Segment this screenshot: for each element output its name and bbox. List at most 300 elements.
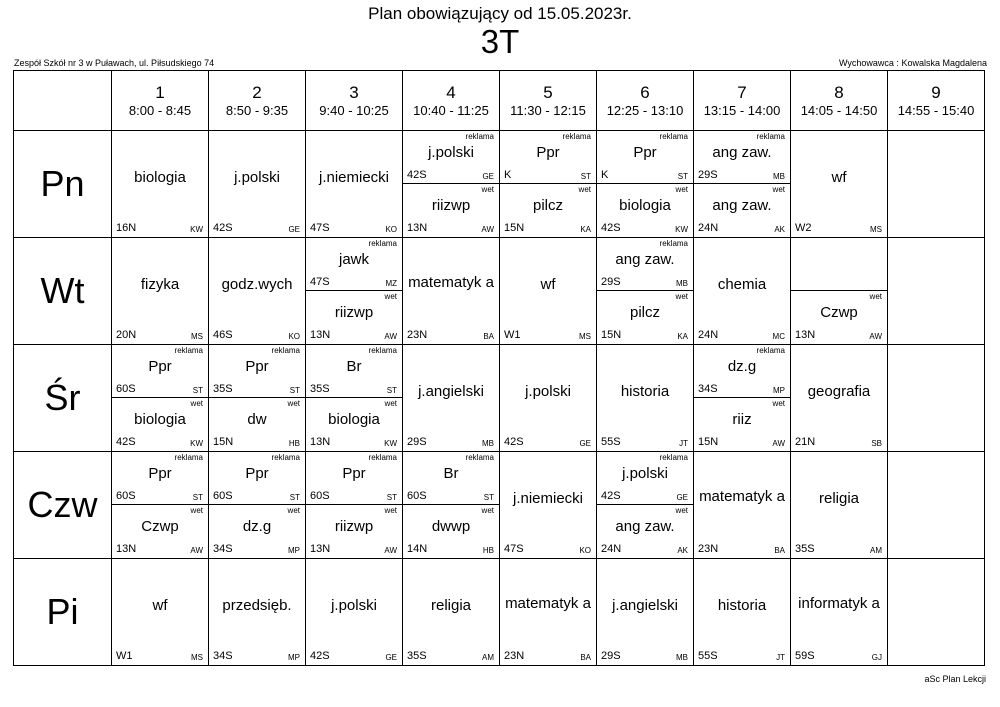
lesson-cell bbox=[597, 131, 694, 238]
lesson-room: 60S bbox=[310, 490, 330, 502]
lesson-teacher: KW bbox=[190, 439, 203, 448]
period-time: 14:05 - 14:50 bbox=[800, 102, 878, 118]
lesson-subject: ang zaw. bbox=[615, 251, 675, 268]
lesson-cell bbox=[112, 238, 209, 345]
lesson-cell bbox=[403, 345, 500, 452]
lesson bbox=[209, 559, 305, 665]
lesson-cell bbox=[209, 345, 306, 452]
lesson bbox=[791, 452, 887, 558]
lesson-subject: j.polski bbox=[622, 465, 668, 482]
lesson bbox=[209, 131, 305, 237]
lesson-subject: j.niemiecki bbox=[512, 490, 584, 507]
period-number: 5 bbox=[543, 82, 553, 102]
lesson-subject: przedsięb. bbox=[222, 597, 292, 614]
lesson-teacher: KA bbox=[677, 332, 688, 341]
lesson bbox=[209, 238, 305, 344]
period-time: 9:40 - 10:25 bbox=[319, 102, 389, 118]
lesson bbox=[112, 131, 208, 237]
plan-title: Plan obowiązujący od 15.05.2023r. bbox=[368, 4, 632, 23]
lesson-room: 60S bbox=[213, 490, 233, 502]
lesson-cell bbox=[500, 452, 597, 559]
lesson-teacher: AW bbox=[384, 546, 397, 555]
lesson-group-bottom bbox=[112, 505, 208, 557]
lesson-cell bbox=[791, 131, 888, 238]
lesson-room: 42S bbox=[601, 490, 621, 502]
lesson-room: 13N bbox=[310, 329, 331, 341]
lesson-cell bbox=[694, 131, 791, 238]
lesson-room: 60S bbox=[116, 490, 136, 502]
group-label: reklama bbox=[465, 453, 494, 462]
lesson-subject: riiz bbox=[732, 411, 752, 428]
lesson-teacher: ST bbox=[580, 172, 591, 181]
lesson-teacher: ST bbox=[192, 493, 203, 502]
lesson-cell bbox=[888, 452, 985, 559]
lesson-teacher: ST bbox=[386, 386, 397, 395]
lesson-teacher: ST bbox=[192, 386, 203, 395]
period-header bbox=[403, 71, 500, 131]
lesson-group-top bbox=[597, 131, 693, 184]
lesson-group-bottom bbox=[597, 184, 693, 236]
lesson-subject: dz.g bbox=[727, 358, 757, 375]
lesson-subject: historia bbox=[620, 383, 670, 400]
day-row bbox=[14, 345, 985, 452]
lesson-teacher: MB bbox=[773, 172, 785, 181]
lesson-teacher: KW bbox=[384, 439, 397, 448]
period-header bbox=[888, 71, 985, 131]
lesson-subject: Ppr bbox=[245, 358, 269, 375]
lesson-teacher: KO bbox=[385, 225, 397, 234]
lesson bbox=[403, 238, 499, 344]
lesson-cell bbox=[306, 345, 403, 452]
lesson bbox=[597, 345, 693, 451]
lesson-group-top bbox=[403, 131, 499, 184]
lesson-subject: Ppr bbox=[633, 144, 657, 161]
lesson-cell bbox=[209, 131, 306, 238]
lesson-room: 46S bbox=[213, 329, 233, 341]
period-time: 11:30 - 12:15 bbox=[510, 102, 586, 118]
lesson-teacher: MB bbox=[676, 653, 688, 662]
lesson-teacher: JT bbox=[776, 653, 785, 662]
lesson-teacher: BA bbox=[483, 332, 494, 341]
group-label: wet bbox=[481, 506, 494, 515]
lesson-subject: Br bbox=[443, 465, 459, 482]
lesson-teacher: AW bbox=[384, 332, 397, 341]
group-label: wet bbox=[190, 399, 203, 408]
lesson-teacher: GE bbox=[288, 225, 300, 234]
lesson-room: 15N bbox=[601, 329, 622, 341]
lesson-cell bbox=[791, 238, 888, 345]
lesson-room: 21N bbox=[795, 436, 816, 448]
group-label: reklama bbox=[174, 346, 203, 355]
day-name: Pn bbox=[14, 131, 112, 238]
lesson bbox=[694, 559, 790, 665]
lesson-group-top bbox=[597, 238, 693, 291]
lesson-teacher: MB bbox=[676, 279, 688, 288]
lesson bbox=[597, 559, 693, 665]
lesson-room: 29S bbox=[601, 276, 621, 288]
lesson-subject: informatyk a bbox=[798, 595, 880, 612]
lesson-teacher: GE bbox=[385, 653, 397, 662]
lesson-room: W1 bbox=[116, 650, 133, 662]
lesson-subject: j.angielski bbox=[612, 597, 678, 614]
lesson-teacher: BA bbox=[580, 653, 591, 662]
lesson-group-top bbox=[306, 345, 402, 398]
period-number: 4 bbox=[446, 82, 456, 102]
lesson-room: 42S bbox=[504, 436, 524, 448]
corner-cell bbox=[14, 71, 112, 131]
lesson-group-top bbox=[791, 238, 887, 291]
period-header bbox=[209, 71, 306, 131]
lesson-subject: religia bbox=[430, 597, 472, 614]
lesson-room: 47S bbox=[504, 543, 524, 555]
lesson-teacher: MP bbox=[288, 546, 300, 555]
lesson-subject: riizwp bbox=[334, 304, 374, 321]
lesson-room: 13N bbox=[310, 543, 331, 555]
lesson-teacher: KW bbox=[190, 225, 203, 234]
period-time: 14:55 - 15:40 bbox=[897, 102, 975, 118]
lesson-cell bbox=[209, 238, 306, 345]
lesson-cell bbox=[403, 131, 500, 238]
lesson-group-bottom bbox=[112, 398, 208, 450]
lesson-subject: matematyk a bbox=[408, 274, 494, 291]
lesson-room: 29S bbox=[407, 436, 427, 448]
lesson-room: 29S bbox=[698, 169, 718, 181]
lesson-teacher: AW bbox=[190, 546, 203, 555]
lesson-group-bottom bbox=[500, 184, 596, 236]
lesson-room: 35S bbox=[407, 650, 427, 662]
lesson-room: 24N bbox=[601, 543, 622, 555]
group-label: reklama bbox=[659, 453, 688, 462]
lesson-subject: biologia bbox=[328, 411, 380, 428]
period-header bbox=[500, 71, 597, 131]
lesson-subject: wf bbox=[540, 276, 556, 293]
lesson-group-top bbox=[694, 131, 790, 184]
lesson-subject: Ppr bbox=[536, 144, 560, 161]
lesson-subject: matematyk a bbox=[699, 488, 785, 505]
lesson-cell bbox=[597, 345, 694, 452]
period-header bbox=[694, 71, 791, 131]
group-label: wet bbox=[287, 399, 300, 408]
lesson-subject: pilcz bbox=[532, 197, 563, 214]
lesson-teacher: MP bbox=[288, 653, 300, 662]
lesson-group-top bbox=[403, 452, 499, 505]
lesson-room: K bbox=[504, 169, 512, 181]
lesson-subject: j.polski bbox=[428, 144, 474, 161]
lesson-room: 47S bbox=[310, 276, 330, 288]
lesson-teacher: MS bbox=[870, 225, 882, 234]
lesson-group-bottom bbox=[306, 398, 402, 450]
lesson-subject: ang zaw. bbox=[712, 144, 772, 161]
lesson bbox=[694, 452, 790, 558]
lesson-subject: chemia bbox=[717, 276, 767, 293]
lesson-subject: wf bbox=[831, 169, 847, 186]
lesson bbox=[112, 238, 208, 344]
period-time: 8:00 - 8:45 bbox=[128, 102, 192, 118]
lesson-room: 55S bbox=[698, 650, 718, 662]
group-label: wet bbox=[481, 185, 494, 194]
lesson-subject: Ppr bbox=[342, 465, 366, 482]
lesson-teacher: AK bbox=[677, 546, 688, 555]
lesson-cell bbox=[888, 131, 985, 238]
day-row bbox=[14, 452, 985, 559]
lesson-cell bbox=[209, 559, 306, 666]
lesson-teacher: AW bbox=[869, 332, 882, 341]
group-label: wet bbox=[384, 292, 397, 301]
day-name: Czw bbox=[14, 452, 112, 559]
lesson bbox=[694, 238, 790, 344]
lesson-cell bbox=[694, 238, 791, 345]
lesson-subject: ang zaw. bbox=[712, 197, 772, 214]
lesson bbox=[403, 559, 499, 665]
lesson-group-bottom bbox=[403, 184, 499, 236]
lesson-subject: ang zaw. bbox=[615, 518, 675, 535]
lesson-group-top bbox=[500, 131, 596, 184]
period-header bbox=[306, 71, 403, 131]
lesson-room: 23N bbox=[504, 650, 525, 662]
lesson-teacher: KO bbox=[579, 546, 591, 555]
lesson-room: 42S bbox=[213, 222, 233, 234]
period-number: 3 bbox=[349, 82, 359, 102]
lesson-subject: dwwp bbox=[431, 518, 471, 535]
period-time: 12:25 - 13:10 bbox=[606, 102, 684, 118]
lesson-subject: matematyk a bbox=[505, 595, 591, 612]
lesson-teacher: SB bbox=[871, 439, 882, 448]
lesson-cell bbox=[500, 131, 597, 238]
lesson-room: 35S bbox=[795, 543, 815, 555]
lesson-teacher: MS bbox=[579, 332, 591, 341]
lesson-group-bottom bbox=[306, 291, 402, 343]
lesson-room: 13N bbox=[407, 222, 428, 234]
group-label: reklama bbox=[271, 453, 300, 462]
day-name: Śr bbox=[14, 345, 112, 452]
lesson-room: 23N bbox=[698, 543, 719, 555]
lesson-cell bbox=[888, 559, 985, 666]
lesson-group-bottom bbox=[209, 398, 305, 450]
lesson-group-bottom bbox=[791, 291, 887, 343]
group-label: wet bbox=[675, 185, 688, 194]
period-time: 13:15 - 14:00 bbox=[703, 102, 781, 118]
day-name: Pi bbox=[14, 559, 112, 666]
group-label: wet bbox=[287, 506, 300, 515]
lesson-subject: historia bbox=[717, 597, 767, 614]
lesson-subject: j.polski bbox=[525, 383, 571, 400]
lesson-room: 60S bbox=[116, 383, 136, 395]
lesson-subject: pilcz bbox=[629, 304, 660, 321]
lesson-teacher: AW bbox=[481, 225, 494, 234]
lesson-cell bbox=[403, 559, 500, 666]
lesson-teacher: GE bbox=[676, 493, 688, 502]
period-time: 10:40 - 11:25 bbox=[413, 102, 489, 118]
group-label: wet bbox=[578, 185, 591, 194]
lesson-cell bbox=[791, 452, 888, 559]
lesson-cell bbox=[306, 559, 403, 666]
lesson-teacher: ST bbox=[289, 386, 300, 395]
lesson-subject: jawk bbox=[338, 251, 369, 268]
period-number: 2 bbox=[252, 82, 262, 102]
lesson-subject: Br bbox=[346, 358, 362, 375]
lesson-room: 15N bbox=[504, 222, 525, 234]
lesson-cell bbox=[403, 452, 500, 559]
lesson-room: 16N bbox=[116, 222, 137, 234]
lesson bbox=[500, 238, 596, 344]
lesson-subject: religia bbox=[818, 490, 860, 507]
lesson-room: 42S bbox=[310, 650, 330, 662]
lesson-cell bbox=[306, 238, 403, 345]
lesson-cell bbox=[597, 452, 694, 559]
period-time: 8:50 - 9:35 bbox=[225, 102, 289, 118]
lesson-cell bbox=[791, 559, 888, 666]
lesson-group-bottom bbox=[306, 505, 402, 557]
lesson-group-top bbox=[597, 452, 693, 505]
lesson-room: K bbox=[601, 169, 609, 181]
lesson-room: 47S bbox=[310, 222, 330, 234]
lesson-subject: Ppr bbox=[148, 465, 172, 482]
lesson-room: 13N bbox=[310, 436, 331, 448]
lesson-teacher: HB bbox=[482, 546, 494, 555]
lesson bbox=[791, 345, 887, 451]
lesson-teacher: MP bbox=[773, 386, 785, 395]
lesson-cell bbox=[403, 238, 500, 345]
lesson-cell bbox=[209, 452, 306, 559]
lesson-group-bottom bbox=[403, 505, 499, 557]
lesson bbox=[500, 345, 596, 451]
lesson-cell bbox=[112, 345, 209, 452]
lesson-group-top bbox=[112, 452, 208, 505]
lesson-room: 34S bbox=[213, 650, 233, 662]
lesson-group-bottom bbox=[694, 398, 790, 450]
group-label: wet bbox=[384, 506, 397, 515]
lesson-room: 35S bbox=[213, 383, 233, 395]
lesson bbox=[306, 131, 402, 237]
lesson-teacher: MS bbox=[191, 653, 203, 662]
lesson-cell bbox=[112, 452, 209, 559]
group-label: reklama bbox=[562, 132, 591, 141]
lesson-cell bbox=[112, 131, 209, 238]
lesson-teacher: BA bbox=[774, 546, 785, 555]
lesson-group-top bbox=[112, 345, 208, 398]
lesson-subject: geografia bbox=[807, 383, 871, 400]
group-label: wet bbox=[190, 506, 203, 515]
lesson-cell bbox=[888, 238, 985, 345]
day-row bbox=[14, 238, 985, 345]
lesson-teacher: HB bbox=[288, 439, 300, 448]
group-label: wet bbox=[384, 399, 397, 408]
lesson-room: W2 bbox=[795, 222, 812, 234]
school-name: Zespół Szkół nr 3 w Puławach, ul. Piłsudskiego 74 bbox=[14, 58, 215, 68]
lesson-teacher: MS bbox=[191, 332, 203, 341]
lesson-teacher: KA bbox=[580, 225, 591, 234]
lesson-cell bbox=[500, 238, 597, 345]
group-label: reklama bbox=[271, 346, 300, 355]
lesson-subject: godz.wych bbox=[221, 276, 293, 293]
period-number: 9 bbox=[931, 82, 941, 102]
lesson-group-bottom bbox=[694, 184, 790, 236]
period-header bbox=[791, 71, 888, 131]
period-number: 8 bbox=[834, 82, 844, 102]
lesson-cell bbox=[791, 345, 888, 452]
lesson-cell bbox=[306, 131, 403, 238]
lesson-subject: dw bbox=[247, 411, 267, 428]
lesson-room: 42S bbox=[116, 436, 136, 448]
lesson-teacher: MB bbox=[482, 439, 494, 448]
lesson-cell bbox=[306, 452, 403, 559]
header-row bbox=[14, 71, 985, 131]
lesson-teacher: AM bbox=[482, 653, 494, 662]
lesson-cell bbox=[500, 559, 597, 666]
lesson-group-bottom bbox=[209, 505, 305, 557]
lesson-subject: Czwp bbox=[820, 304, 858, 321]
lesson-subject: biologia bbox=[134, 411, 186, 428]
lesson-subject: j.polski bbox=[331, 597, 377, 614]
lesson bbox=[403, 345, 499, 451]
lesson-cell bbox=[694, 559, 791, 666]
lesson-teacher: GE bbox=[482, 172, 494, 181]
footer-credit: aSc Plan Lekcji bbox=[924, 674, 986, 684]
lesson bbox=[791, 559, 887, 665]
group-label: reklama bbox=[368, 346, 397, 355]
group-label: reklama bbox=[174, 453, 203, 462]
lesson-room: 15N bbox=[698, 436, 719, 448]
lesson-teacher: KO bbox=[288, 332, 300, 341]
lesson-group-top bbox=[209, 452, 305, 505]
lesson-room: 35S bbox=[310, 383, 330, 395]
period-number: 7 bbox=[737, 82, 747, 102]
lesson-subject: riizwp bbox=[431, 197, 471, 214]
group-label: reklama bbox=[659, 239, 688, 248]
group-label: wet bbox=[772, 399, 785, 408]
day-row bbox=[14, 131, 985, 238]
lesson-subject: j.niemiecki bbox=[318, 169, 390, 186]
lesson-room: 15N bbox=[213, 436, 234, 448]
group-label: wet bbox=[772, 185, 785, 194]
lesson bbox=[500, 452, 596, 558]
timetable bbox=[13, 70, 985, 666]
lesson-teacher: AW bbox=[772, 439, 785, 448]
lesson-teacher: ST bbox=[483, 493, 494, 502]
lesson-group-bottom bbox=[597, 505, 693, 557]
lesson-subject: j.polski bbox=[234, 169, 280, 186]
day-name: Wt bbox=[14, 238, 112, 345]
lesson-cell bbox=[112, 559, 209, 666]
lesson-teacher: ST bbox=[289, 493, 300, 502]
group-label: wet bbox=[869, 292, 882, 301]
lesson-group-top bbox=[209, 345, 305, 398]
group-label: wet bbox=[675, 292, 688, 301]
lesson-group-top bbox=[694, 345, 790, 398]
lesson-subject: riizwp bbox=[334, 518, 374, 535]
lesson-subject: Ppr bbox=[245, 465, 269, 482]
lesson-room: 23N bbox=[407, 329, 428, 341]
lesson-room: 34S bbox=[213, 543, 233, 555]
group-label: reklama bbox=[659, 132, 688, 141]
lesson bbox=[112, 559, 208, 665]
period-number: 1 bbox=[155, 82, 165, 102]
lesson-subject: biologia bbox=[134, 169, 186, 186]
period-number: 6 bbox=[640, 82, 650, 102]
lesson-subject: fizyka bbox=[140, 276, 180, 293]
lesson-group-top bbox=[306, 238, 402, 291]
lesson-room: 13N bbox=[116, 543, 137, 555]
lesson-teacher: MZ bbox=[385, 279, 397, 288]
class-tutor: Wychowawca : Kowalska Magdalena bbox=[839, 58, 987, 68]
lesson-cell bbox=[597, 559, 694, 666]
group-label: reklama bbox=[368, 453, 397, 462]
group-label: reklama bbox=[756, 132, 785, 141]
lesson-subject: Ppr bbox=[148, 358, 172, 375]
lesson-subject: wf bbox=[152, 597, 168, 614]
period-header bbox=[597, 71, 694, 131]
lesson bbox=[500, 559, 596, 665]
